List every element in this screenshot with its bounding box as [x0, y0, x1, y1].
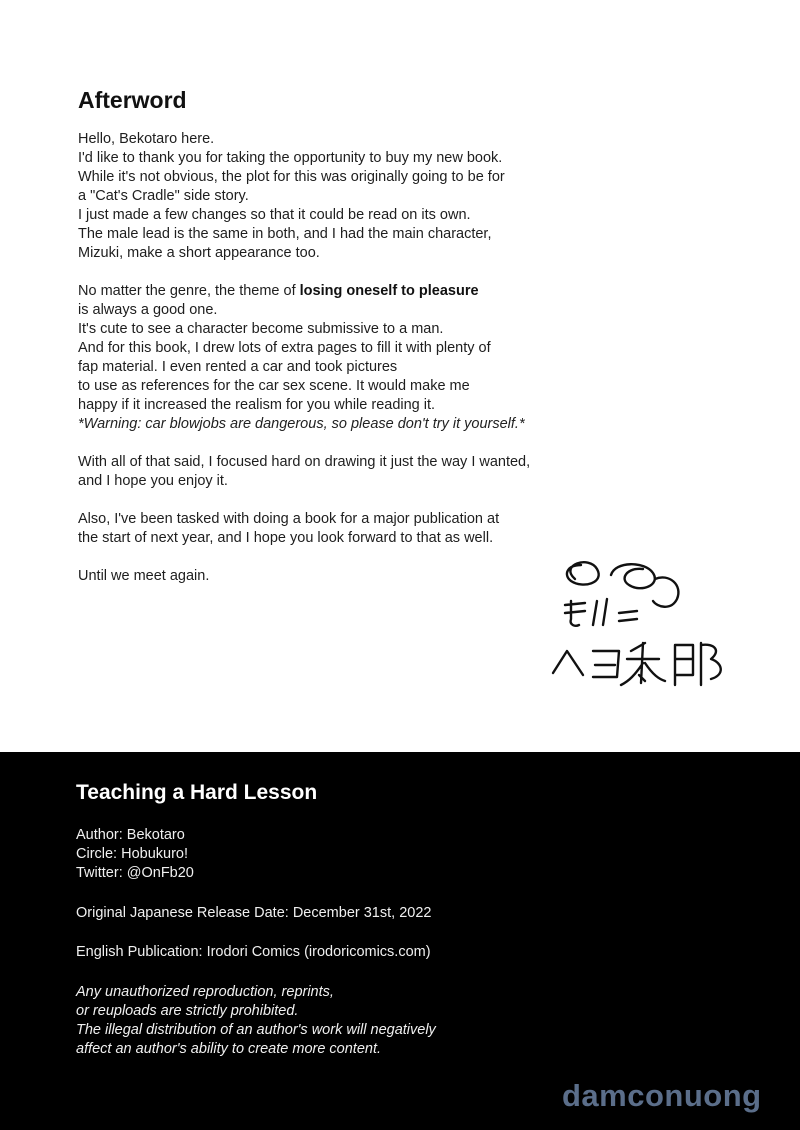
- afterword-line: The male lead is the same in both, and I had the main character,: [78, 226, 492, 242]
- afterword-line: fap material. I even rented a car and took pictures: [78, 359, 398, 375]
- book-title: Teaching a Hard Lesson: [76, 781, 318, 804]
- notice-line: Any unauthorized reproduction, reprints,: [76, 984, 334, 1000]
- afterword-line: [78, 282, 479, 301]
- afterword-line: Mizuki, make a short appearance too.: [78, 245, 320, 261]
- afterword-line: Hello, Bekotaro here.: [78, 131, 215, 147]
- afterword-line: Until we meet again.: [78, 568, 210, 584]
- notice-line: affect an author's ability to create more content.: [76, 1041, 382, 1057]
- author-credit: Author: Bekotaro: [76, 827, 185, 843]
- publication-credit: English Publication: Irodori Comics (irodoricomics.com): [76, 944, 431, 960]
- afterword-line: and I hope you enjoy it.: [78, 473, 228, 489]
- afterword-line: And for this book, I drew lots of extra pages to fill it with plenty of: [78, 340, 491, 356]
- afterword-line: is always a good one.: [78, 302, 218, 318]
- afterword-line: a "Cat's Cradle" side story.: [78, 188, 249, 204]
- afterword-line: I just made a few changes so that it could be read on its own.: [78, 207, 471, 223]
- afterword-line: With all of that said, I focused hard on drawing it just the way I wanted,: [78, 454, 531, 470]
- highlighted-phrase: losing oneself to pleasure: [299, 283, 479, 299]
- afterword-line: Also, I've been tasked with doing a book for a major publication at: [78, 511, 500, 527]
- warning-line: *Warning: car blowjobs are dangerous, so please don't try it yourself.*: [78, 416, 525, 432]
- afterword-line: It's cute to see a character become submissive to a man.: [78, 321, 444, 337]
- afterword-line: I'd like to thank you for taking the opportunity to buy my new book.: [78, 150, 503, 166]
- notice-line: The illegal distribution of an author's work will negatively: [76, 1022, 436, 1038]
- author-signature: [545, 555, 735, 725]
- twitter-credit: Twitter: @OnFb20: [76, 865, 194, 881]
- afterword-line: the start of next year, and I hope you look forward to that as well.: [78, 530, 494, 546]
- notice-line: or reuploads are strictly prohibited.: [76, 1003, 299, 1019]
- release-date: Original Japanese Release Date: December 31st, 2022: [76, 905, 432, 921]
- afterword-title: Afterword: [78, 87, 187, 113]
- credits-section: [0, 752, 800, 1130]
- afterword-line: to use as references for the car sex scene. It would make me: [78, 378, 470, 394]
- site-watermark: damconuong: [562, 1078, 762, 1113]
- afterword-line-text: No matter the genre, the theme of: [78, 283, 300, 299]
- circle-credit: Circle: Hobukuro!: [76, 846, 189, 862]
- afterword-line: happy if it increased the realism for you while reading it.: [78, 397, 436, 413]
- afterword-line: While it's not obvious, the plot for this was originally going to be for: [78, 169, 505, 185]
